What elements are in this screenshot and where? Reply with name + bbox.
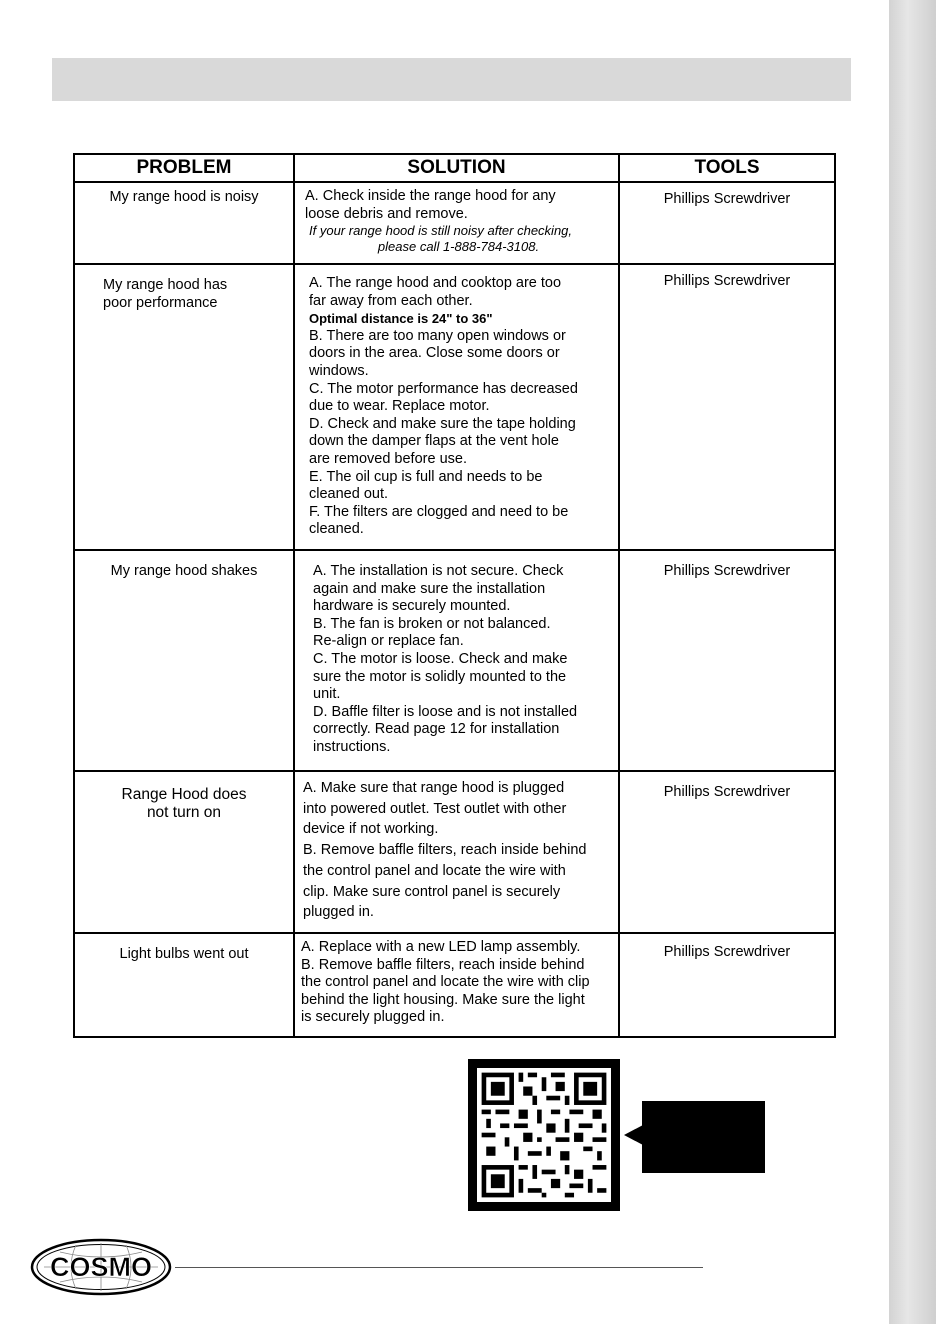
support-note: If your range hood is still noisy after checking,: [309, 223, 573, 239]
solution-line: D. Check and make sure the tape holding: [309, 415, 576, 432]
solution-line: again and make sure the installation: [313, 580, 546, 597]
arrow-left-icon: [624, 1125, 643, 1145]
solution-line: A. Check inside the range hood for any: [305, 188, 556, 204]
page-side-strip: [889, 0, 936, 1324]
solution-line: cleaned out.: [309, 486, 389, 503]
tools-cell: Phillips Screwdriver: [619, 933, 835, 1037]
header-problem: PROBLEM: [74, 154, 294, 182]
solution-line: C. The motor performance has decreased: [309, 380, 578, 397]
table-row: [74, 182, 835, 264]
solution-line: D. Baffle filter is loose and is not installed: [313, 703, 578, 720]
solution-line: loose debris and remove.: [305, 205, 468, 222]
problem-text: My range hood has poor performance: [103, 277, 228, 311]
table-row: [74, 264, 835, 550]
troubleshooting-table: [73, 153, 836, 1038]
footer-divider: [175, 1267, 703, 1268]
tools-cell: Phillips Screwdriver: [619, 182, 835, 264]
problem-cell: [74, 264, 294, 550]
solution-line: A. The range hood and cooktop are too: [309, 275, 562, 291]
tools-cell: Phillips Screwdriver: [619, 771, 835, 933]
support-note: please call 1-888-784-3108.: [377, 239, 540, 255]
solution-cell: [294, 771, 619, 933]
problem-cell: My range hood shakes: [74, 550, 294, 771]
solution-line: down the damper flaps at the vent hole: [309, 433, 559, 450]
cosmo-logo-graphic: [30, 1238, 172, 1296]
problem-cell: Light bulbs went out: [74, 933, 294, 1037]
tools-cell: Phillips Screwdriver: [619, 550, 835, 771]
solution-line: the control panel and locate the wire with: [303, 862, 566, 879]
header-tools: TOOLS: [619, 154, 835, 182]
solution-line: clip. Make sure control panel is securely: [303, 883, 561, 900]
solution-line: plugged in.: [303, 904, 374, 921]
table-row: [74, 550, 835, 771]
solution-line: B. Remove baffle filters, reach inside behind: [303, 842, 587, 859]
solution-line: A. Replace with a new LED lamp assembly.: [301, 939, 581, 955]
solution-cell: [294, 933, 619, 1037]
solution-line: Re-align or replace fan.: [313, 633, 464, 650]
solution-line: unit.: [313, 686, 341, 703]
table-header-row: [74, 154, 835, 182]
solution-line: instructions.: [313, 738, 391, 755]
solution-line: doors in the area. Close some doors or: [309, 345, 560, 362]
qr-code-icon: [468, 1059, 620, 1211]
solution-line: sure the motor is solidly mounted to the: [313, 668, 567, 685]
qr-code-body: [477, 1068, 611, 1202]
problem-cell: My range hood is noisy: [74, 182, 294, 264]
solution-line: are removed before use.: [309, 450, 467, 467]
qr-label-box: [642, 1101, 765, 1173]
solution-line: cleaned.: [309, 521, 364, 538]
solution-line: B. Remove baffle filters, reach inside behind: [301, 956, 585, 973]
solution-line: windows.: [309, 362, 369, 379]
solution-cell: [294, 550, 619, 771]
solution-cell: [294, 182, 619, 264]
solution-line: device if not working.: [303, 821, 439, 838]
solution-line: correctly. Read page 12 for installation: [313, 721, 560, 738]
logo-text: COSMO: [49, 1252, 153, 1282]
section-header-bar: [52, 58, 851, 101]
table-row: [74, 933, 835, 1037]
solution-cell: [294, 264, 619, 550]
solution-line: A. The installation is not secure. Check: [313, 563, 564, 579]
qr-code-pattern: [477, 1068, 611, 1202]
solution-line: B. The fan is broken or not balanced.: [313, 615, 551, 632]
solution-line: B. There are too many open windows or: [309, 327, 566, 344]
optimal-distance-note: Optimal distance is 24" to 36": [309, 311, 493, 327]
solution-line: far away from each other.: [309, 292, 473, 309]
solution-line: due to wear. Replace motor.: [309, 398, 490, 415]
solution-line: C. The motor is loose. Check and make: [313, 650, 568, 667]
problem-cell: [74, 771, 294, 933]
solution-line: behind the light housing. Make sure the light: [301, 991, 585, 1008]
header-solution: SOLUTION: [294, 154, 619, 182]
problem-text: Range Hood does not turn on: [121, 786, 247, 821]
solution-line: A. Make sure that range hood is plugged: [303, 780, 565, 796]
solution-line: E. The oil cup is full and needs to be: [309, 468, 543, 485]
solution-line: into powered outlet. Test outlet with other: [303, 800, 567, 817]
tools-cell: Phillips Screwdriver: [619, 264, 835, 550]
table-row: [74, 771, 835, 933]
solution-line: F. The filters are clogged and need to be: [309, 503, 569, 520]
solution-line: is securely plugged in.: [301, 1009, 445, 1026]
cosmo-logo-icon: [30, 1238, 172, 1296]
solution-line: hardware is securely mounted.: [313, 598, 511, 615]
solution-line: the control panel and locate the wire with clip: [301, 974, 590, 991]
